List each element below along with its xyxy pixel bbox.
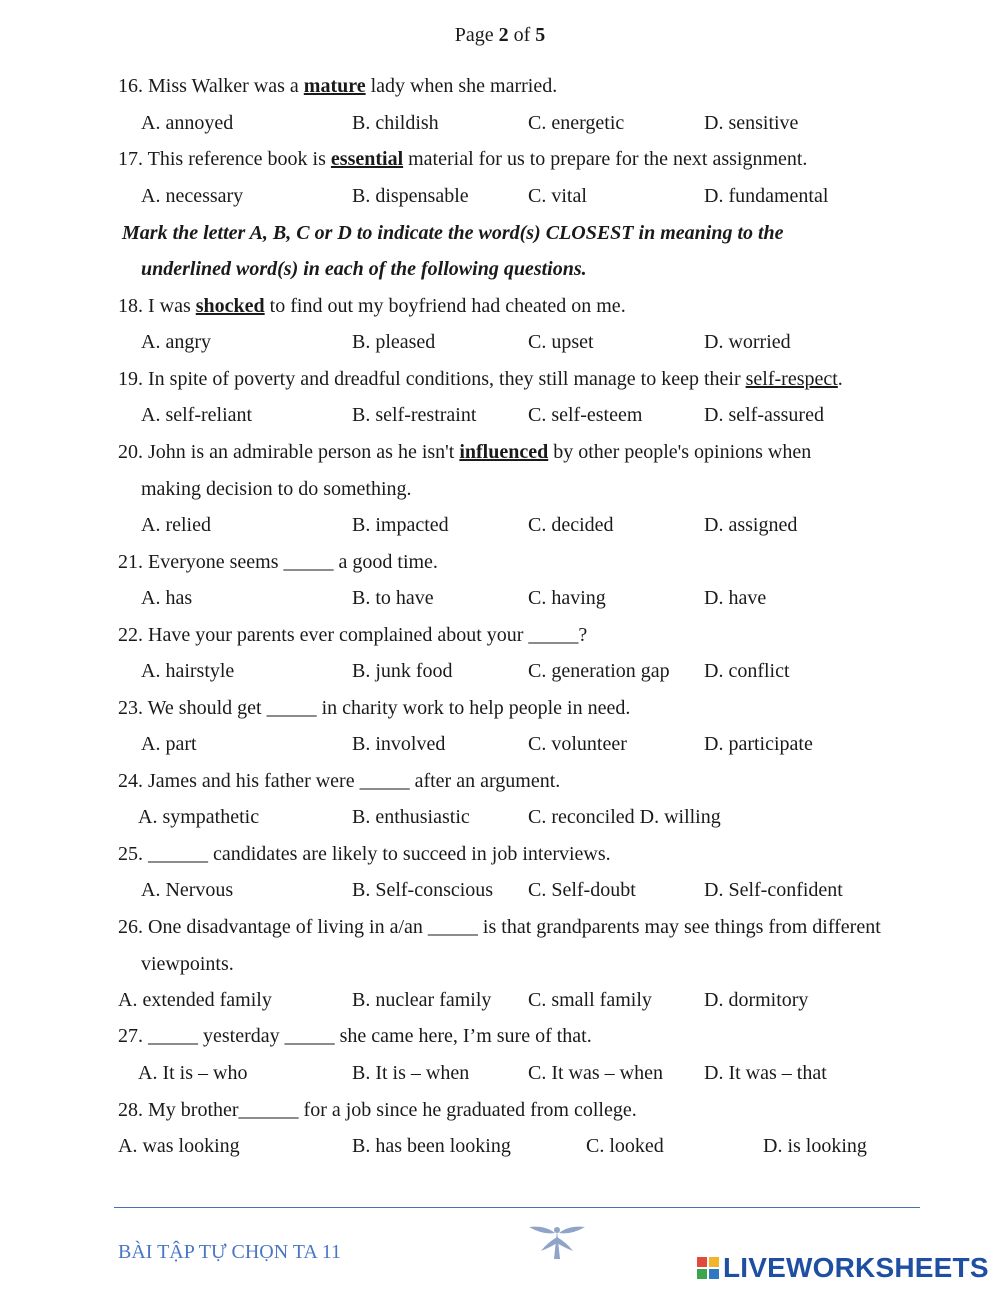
q23-option-c[interactable]: C. volunteer <box>528 733 627 755</box>
page-number <box>0 24 1000 47</box>
question-24: 24. James and his father were _____ after an argument. <box>118 770 561 792</box>
question-28: 28. My brother______ for a job since he graduated from college. <box>118 1099 637 1121</box>
q27-option-a[interactable]: A. It is – who <box>138 1062 248 1084</box>
q16-option-a[interactable]: A. annoyed <box>141 112 234 134</box>
instruction-line-1: Mark the letter A, B, C or D to indicate the word(s) CLOSEST in meaning to the <box>122 222 784 244</box>
q28-option-d[interactable]: D. is looking <box>763 1135 867 1157</box>
q27-option-d[interactable]: D. It was – that <box>704 1062 827 1084</box>
q28-option-b[interactable]: B. has been looking <box>352 1135 511 1157</box>
key-word: self-respect <box>745 368 838 390</box>
q21-option-b[interactable]: B. to have <box>352 587 434 609</box>
q26-option-a[interactable]: A. extended family <box>118 989 272 1011</box>
q22-option-a[interactable]: A. hairstyle <box>141 660 235 682</box>
key-word: mature <box>303 75 366 97</box>
question-20-continued: making decision to do something. <box>141 478 412 500</box>
q24-option-b[interactable]: B. enthusiastic <box>352 806 470 828</box>
q18-option-a[interactable]: A. angry <box>141 331 211 353</box>
q17-option-d[interactable]: D. fundamental <box>704 185 829 207</box>
instruction-line-2: underlined word(s) in each of the following questions. <box>141 258 587 280</box>
question-25: 25. ______ candidates are likely to succeed in job interviews. <box>118 843 611 865</box>
q16-option-b[interactable]: B. childish <box>352 112 439 134</box>
current-page: 2 <box>498 24 509 46</box>
question-27: 27. _____ yesterday _____ she came here, I’m sure of that. <box>118 1025 592 1047</box>
q24-option-c-d[interactable]: C. reconciled D. willing <box>528 806 721 828</box>
liveworksheets-wordmark: LIVEWORKSHEETS <box>723 1252 989 1283</box>
q21-option-c[interactable]: C. having <box>528 587 606 609</box>
q26-option-b[interactable]: B. nuclear family <box>352 989 492 1011</box>
q18-option-c[interactable]: C. upset <box>528 331 594 353</box>
key-word: shocked <box>195 295 265 317</box>
question-26-continued: viewpoints. <box>141 953 234 975</box>
question-23: 23. We should get _____ in charity work to help people in need. <box>118 697 631 719</box>
question-26: 26. One disadvantage of living in a/an _____ is that grandparents may see things from different <box>118 916 881 938</box>
q25-option-d[interactable]: D. Self-confident <box>704 879 843 901</box>
q28-option-c[interactable]: C. looked <box>586 1135 664 1157</box>
q20-option-c[interactable]: C. decided <box>528 514 614 536</box>
q19-option-b[interactable]: B. self-restraint <box>352 404 477 426</box>
q17-option-a[interactable]: A. necessary <box>141 185 244 207</box>
q22-option-c[interactable]: C. generation gap <box>528 660 670 682</box>
q20-option-a[interactable]: A. relied <box>141 514 211 536</box>
q21-option-d[interactable]: D. have <box>704 587 767 609</box>
q16-option-c[interactable]: C. energetic <box>528 112 625 134</box>
q18-option-b[interactable]: B. pleased <box>352 331 436 353</box>
question-21: 21. Everyone seems _____ a good time. <box>118 551 438 573</box>
q24-option-a[interactable]: A. sympathetic <box>138 806 260 828</box>
question-16: 16. Miss Walker was a mature lady when she married. <box>118 75 558 97</box>
q27-option-b[interactable]: B. It is – when <box>352 1062 470 1084</box>
key-word: essential <box>330 148 404 170</box>
q17-option-c[interactable]: C. vital <box>528 185 587 207</box>
liveworksheets-logo <box>697 1250 989 1286</box>
question-22: 22. Have your parents ever complained about your _____? <box>118 624 588 646</box>
q20-option-b[interactable]: B. impacted <box>352 514 449 536</box>
page-of: of <box>508 24 536 46</box>
q23-option-b[interactable]: B. involved <box>352 733 446 755</box>
q23-option-d[interactable]: D. participate <box>704 733 813 755</box>
q26-option-d[interactable]: D. dormitory <box>704 989 809 1011</box>
question-19: 19. In spite of poverty and dreadful conditions, they still manage to keep their self-respect. <box>118 368 843 390</box>
ornament-icon <box>527 1221 587 1269</box>
q26-option-c[interactable]: C. small family <box>528 989 652 1011</box>
question-18: 18. I was shocked to find out my boyfriend had cheated on me. <box>118 295 626 317</box>
q22-option-d[interactable]: D. conflict <box>704 660 790 682</box>
q20-option-d[interactable]: D. assigned <box>704 514 798 536</box>
q27-option-c[interactable]: C. It was – when <box>528 1062 663 1084</box>
page-prefix: Page <box>454 24 499 46</box>
q22-option-b[interactable]: B. junk food <box>352 660 453 682</box>
q16-option-d[interactable]: D. sensitive <box>704 112 799 134</box>
q19-option-d[interactable]: D. self-assured <box>704 404 824 426</box>
question-17: 17. This reference book is essential material for us to prepare for the next assignment. <box>118 148 808 170</box>
q25-option-c[interactable]: C. Self-doubt <box>528 879 636 901</box>
total-pages: 5 <box>535 24 546 46</box>
q23-option-a[interactable]: A. part <box>141 733 197 755</box>
footer-divider <box>114 1207 920 1208</box>
q18-option-d[interactable]: D. worried <box>704 331 791 353</box>
footer-course-title: BÀI TẬP TỰ CHỌN TA 11 <box>118 1241 342 1263</box>
q25-option-b[interactable]: B. Self-conscious <box>352 879 494 901</box>
key-word: influenced <box>459 441 549 463</box>
q28-option-a[interactable]: A. was looking <box>118 1135 240 1157</box>
q25-option-a[interactable]: A. Nervous <box>141 879 234 901</box>
q17-option-b[interactable]: B. dispensable <box>352 185 469 207</box>
q19-option-c[interactable]: C. self-esteem <box>528 404 643 426</box>
q21-option-a[interactable]: A. has <box>141 587 193 609</box>
q19-option-a[interactable]: A. self-reliant <box>141 404 253 426</box>
question-20: 20. John is an admirable person as he isn't influenced by other people's opinions when <box>118 441 812 463</box>
liveworksheets-icon <box>697 1257 719 1279</box>
